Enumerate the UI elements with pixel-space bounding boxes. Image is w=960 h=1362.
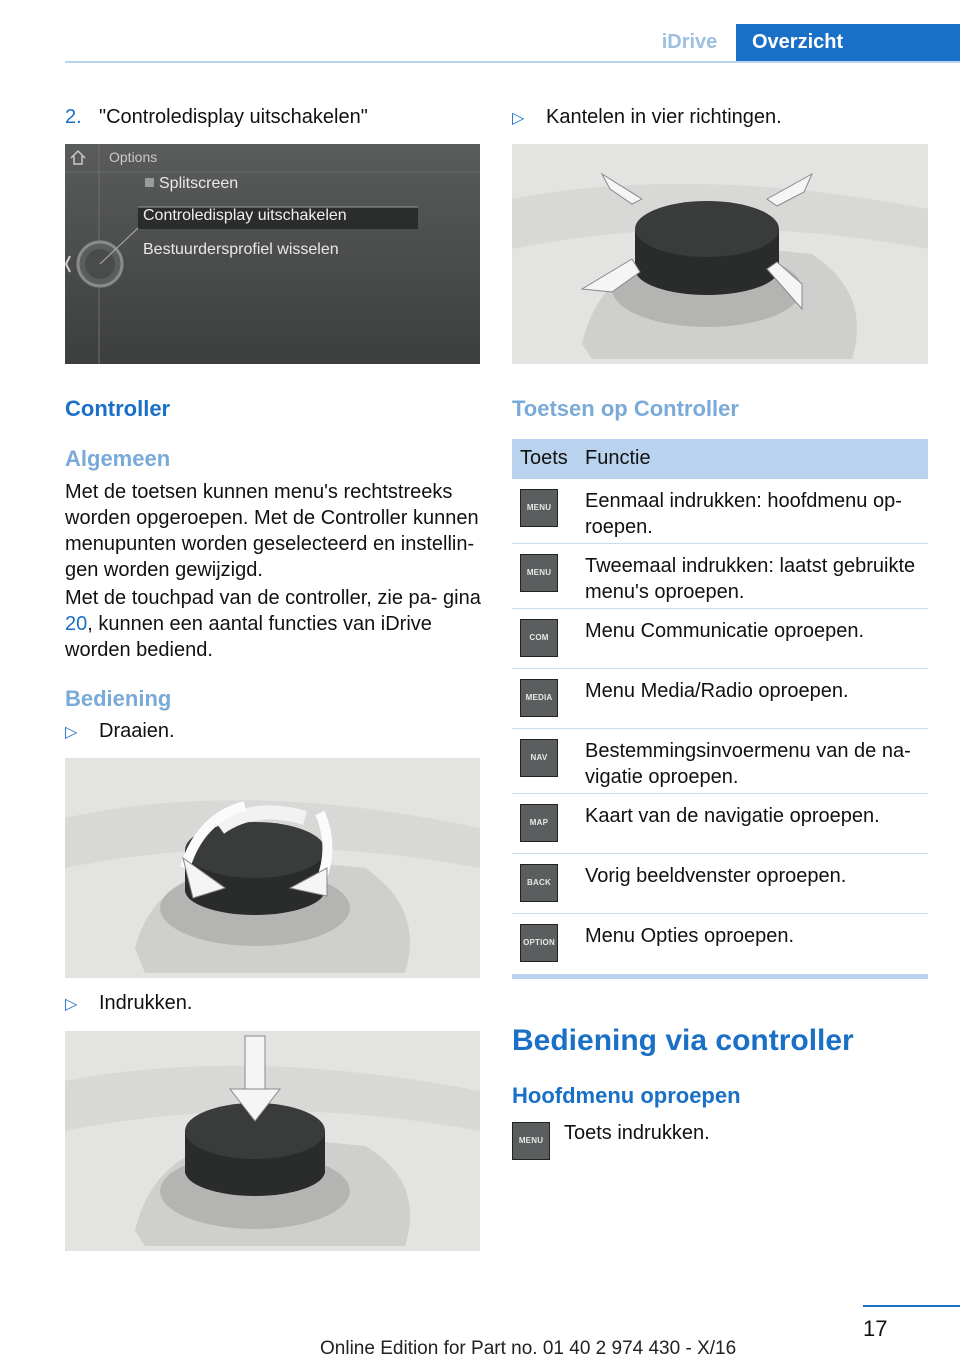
screen-item-profile[interactable]: Bestuurdersprofiel wisselen xyxy=(143,241,339,258)
table-row xyxy=(512,544,928,609)
bullet-triangle-icon: ▷ xyxy=(65,724,78,741)
page-number: 17 xyxy=(863,1316,888,1341)
page-link-20[interactable]: 20 xyxy=(65,613,88,635)
paragraph-touchpad-prefix: Met de touchpad van de controller, zie pa‐ gina xyxy=(65,587,481,609)
map-key-icon: MAP xyxy=(520,804,558,842)
bullet-triangle-icon: ▷ xyxy=(512,110,525,127)
table-row-text: Tweemaal indrukken: laatst gebruikte menu's oproepen. xyxy=(585,555,916,603)
screen-title: Options xyxy=(109,149,158,165)
table-row-text: Eenmaal indrukken: hoofdmenu op‐ roepen. xyxy=(585,490,902,538)
table-row xyxy=(512,914,928,974)
paragraph-algemeen: Met de toetsen kunnen menu's rechtstreeks worden opgeroepen. Met de Controller kunnen menupunten worden geselecteerd en instellin‐gen worden gewijzigd. xyxy=(65,481,479,581)
step-2 xyxy=(65,104,82,130)
footer-rule xyxy=(863,1305,960,1307)
table-row xyxy=(512,794,928,854)
table-row-text: Menu Opties oproepen. xyxy=(585,925,795,947)
table-row-text: Menu Media/Radio oproepen. xyxy=(585,680,849,702)
table-row xyxy=(512,854,928,914)
controller-press-graphic xyxy=(65,1031,480,1251)
table-row xyxy=(512,729,928,794)
step-number: 2. xyxy=(65,106,82,128)
option-key-icon: OPTION xyxy=(520,924,558,962)
table-row-text: Vorig beeldvenster oproepen. xyxy=(585,865,847,887)
back-key-icon: BACK xyxy=(520,864,558,902)
table-col-key: Toets xyxy=(520,447,568,469)
heading-bediening: Bediening xyxy=(65,686,172,711)
heading-controller: Controller xyxy=(65,396,171,421)
controller-tilt-image xyxy=(512,144,928,364)
controller-press-image xyxy=(65,1031,480,1251)
header-rule xyxy=(65,61,960,63)
screen-item-splitscreen[interactable]: Splitscreen xyxy=(159,175,239,192)
table-col-function: Functie xyxy=(585,447,651,469)
header-section-label: iDrive xyxy=(661,31,718,53)
paragraph-touchpad xyxy=(65,585,483,663)
table-row-text: Menu Communicatie oproepen. xyxy=(585,620,865,642)
instruction-toets-indrukken: Toets indrukken. xyxy=(564,1122,710,1144)
menu-key-icon: MENU xyxy=(520,554,558,592)
screen-item-display-off[interactable]: Controledisplay uitschakelen xyxy=(143,207,347,224)
table-header xyxy=(512,439,928,479)
nav-key-icon: NAV xyxy=(520,739,558,777)
table-row xyxy=(512,479,928,544)
heading-toetsen: Toetsen op Controller xyxy=(512,396,739,421)
control-display-image xyxy=(65,144,480,364)
table-row xyxy=(512,609,928,669)
paragraph-touchpad-suffix: , kunnen een aantal functies van iDrive worden bediend. xyxy=(65,613,432,661)
bullet-indrukken: Indrukken. xyxy=(99,992,193,1014)
menu-key-icon: MENU xyxy=(512,1122,550,1160)
controller-tilt-graphic xyxy=(512,144,928,364)
table-row xyxy=(512,669,928,729)
bullet-kantelen: Kantelen in vier richtingen. xyxy=(546,106,782,128)
table-row-text: Bestemmingsinvoermenu van de na‐ vigatie oproepen. xyxy=(585,740,911,788)
header-tab-overzicht[interactable]: Overzicht xyxy=(736,24,960,61)
bullet-triangle-icon: ▷ xyxy=(65,996,78,1013)
heading-algemeen: Algemeen xyxy=(65,446,171,471)
controller-rotate-image xyxy=(65,758,480,978)
table-row-text: Kaart van de navigatie oproepen. xyxy=(585,805,880,827)
media-key-icon: MEDIA xyxy=(520,679,558,717)
menu-key-icon: MENU xyxy=(520,489,558,527)
heading-bediening-via-controller: Bediening via controller xyxy=(512,1024,854,1057)
footer-edition: Online Edition for Part no. 01 40 2 974 430 - X/16 xyxy=(320,1338,737,1359)
controller-rotate-graphic xyxy=(65,758,480,978)
heading-hoofdmenu-oproepen: Hoofdmenu oproepen xyxy=(512,1083,741,1108)
bullet-draaien: Draaien. xyxy=(99,720,175,742)
step-2-text: "Controledisplay uitschakelen" xyxy=(99,106,368,128)
com-key-icon: COM xyxy=(520,619,558,657)
table-bottom-rule xyxy=(512,974,928,979)
